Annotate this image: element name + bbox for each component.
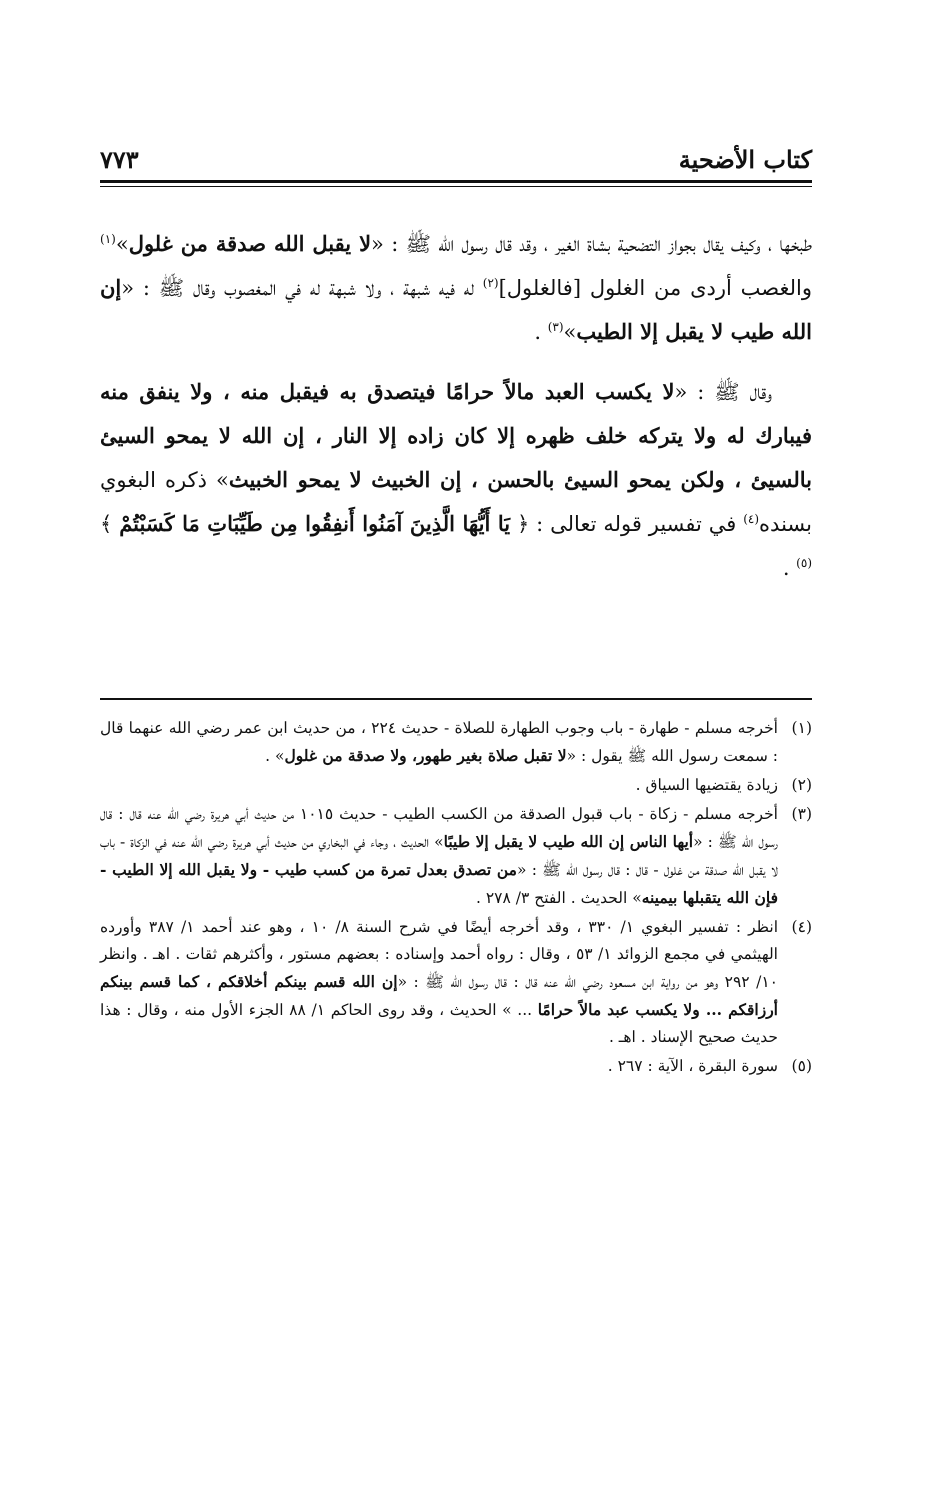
header-rule-thin (100, 186, 812, 187)
paragraph-1: طبخها ، وكيف يقال بجواز التضحية بشاة الغير ، وقد قال رسول الله ﷺ : «لا يقبل الله صدقة من غلول»$^{(١)}$ والغصب أردى من الغلول [فالغلول]$^{(٢)}$ له فيه شبهة ، ولا شبهة له في المغصوب وقال ﷺ : «إن الله طيب لا يقبل إلا الطيب»$^{(٣)}$ . (100, 231, 812, 344)
footnote-number: (١) (791, 719, 812, 737)
footnote-1: (١) أخرجه مسلم - طهارة - باب وجوب الطهارة للصلاة - حديث ٢٢٤ ، من حديث ابن عمر رضي الله عنهما قال : سمعت رسول الله ﷺ يقول : «لا تقبل صلاة بغير طهور، ولا صدقة من غلول» . (100, 715, 812, 770)
footnote-ref: (١) (100, 232, 116, 246)
footnote-2: (٢) زيادة يقتضيها السياق . (100, 772, 812, 799)
footnote-ref: (٤) (743, 512, 760, 526)
main-text (100, 222, 812, 590)
hadith-quote: لا يقبل الله صدقة من غلول (128, 231, 372, 256)
hadith-quote: إن الله طيب لا يقبل إلا الطيب (100, 275, 812, 344)
footnote-number: (٢) (791, 776, 812, 794)
footnote-number: (٥) (791, 1057, 812, 1075)
header-rule-thick (100, 180, 812, 183)
footnote-separator (100, 698, 812, 700)
footnote-ref: (٣) (547, 320, 564, 334)
footnote-ref: (٢) (482, 276, 499, 290)
page-header (100, 145, 812, 177)
footnote-4: (٤) انظر : تفسير البغوي ١/ ٣٣٠ ، وقد أخرجه أيضًا في شرح السنة ٨/ ١٠ ، وهو عند أحمد ١/ ٣٨٧ وأورده الهيثمي في مجمع الزوائد ١/ ٥٣ ، وقال : رواه أحمد وإسناده : بعضهم مستور ، وأكثرهم ثقات . اهـ . وانظر ١٠/ ٢٩٢ وهو من رواية ابن مسعود رضي الله عنه قال : قال رسول الله ﷺ : «إن الله قسم بينكم أخلاقكم ، كما قسم بينكم أرزاقكم ... ولا يكسب عبد مالاً حرامًا ... » الحديث ، وقد روى الحاكم ١/ ٨٨ الجزء الأول منه ، وقال : هذا حديث صحيح الإسناد . اهـ . (100, 914, 812, 1051)
footnote-ref: (٥) (796, 556, 812, 570)
paragraph-2: وقال ﷺ : «لا يكسب العبد مالاً حرامًا فيتصدق به فيقبل منه ، ولا ينفق منه فيبارك له ولا يتركه خلف ظهره إلا كان زاده إلا النار ، إن الله لا يمحو السيئ بالسيئ ، ولكن يمحو السيئ بالحسن ، إن الخبيث لا يمحو الخبيث» ذكره البغوي بسنده$^{(٤)}$ في تفسير قوله تعالى : ﴿ يَا أَيُّهَا الَّذِينَ آمَنُوا أَنفِقُوا مِن طَيِّبَاتِ مَا كَسَبْتُمْ ﴾$^{(٥)}$ . (100, 379, 813, 580)
footnote-3: (٣) أخرجه مسلم - زكاة - باب قبول الصدقة من الكسب الطيب - حديث ١٠١٥ من حديث أبي هريرة رضي الله عنه قال : قال رسول الله ﷺ : «أيها الناس إن الله طيب لا يقبل إلا طيبًا» الحديث ، وجاء في البخاري من حديث أبي هريرة رضي الله عنه في الزكاة - باب لا يقبل الله صدقة من غلول - قال : قال رسول الله ﷺ : «من تصدق بعدل تمرة من كسب طيب - ولا يقبل الله إلا الطيب - فإن الله يتقبلها بيمينه» الحديث . الفتح ٣/ ٢٧٨ . (100, 801, 812, 912)
quran-verse: يَا أَيُّهَا الَّذِينَ آمَنُوا أَنفِقُوا مِن طَيِّبَاتِ مَا كَسَبْتُمْ (119, 511, 511, 536)
hadith-quote: لا يكسب العبد مالاً حرامًا فيتصدق به فيقبل منه ، ولا ينفق منه فيبارك له ولا يتركه خلف ظهره إلا كان زاده إلا النار ، إن الله لا يمحو السيئ بالسيئ ، ولكن يمحو السيئ بالحسن ، إن الخبيث لا يمحو الخبيث (100, 379, 813, 492)
footnote-5: (٥) سورة البقرة ، الآية : ٢٦٧ . (100, 1053, 812, 1080)
page-number: ٧٧٣ (100, 145, 139, 174)
footnotes (100, 715, 812, 1082)
running-title: كتاب الأضحية (678, 145, 812, 174)
footnote-number: (٣) (791, 805, 812, 823)
footnote-number: (٤) (791, 918, 812, 936)
